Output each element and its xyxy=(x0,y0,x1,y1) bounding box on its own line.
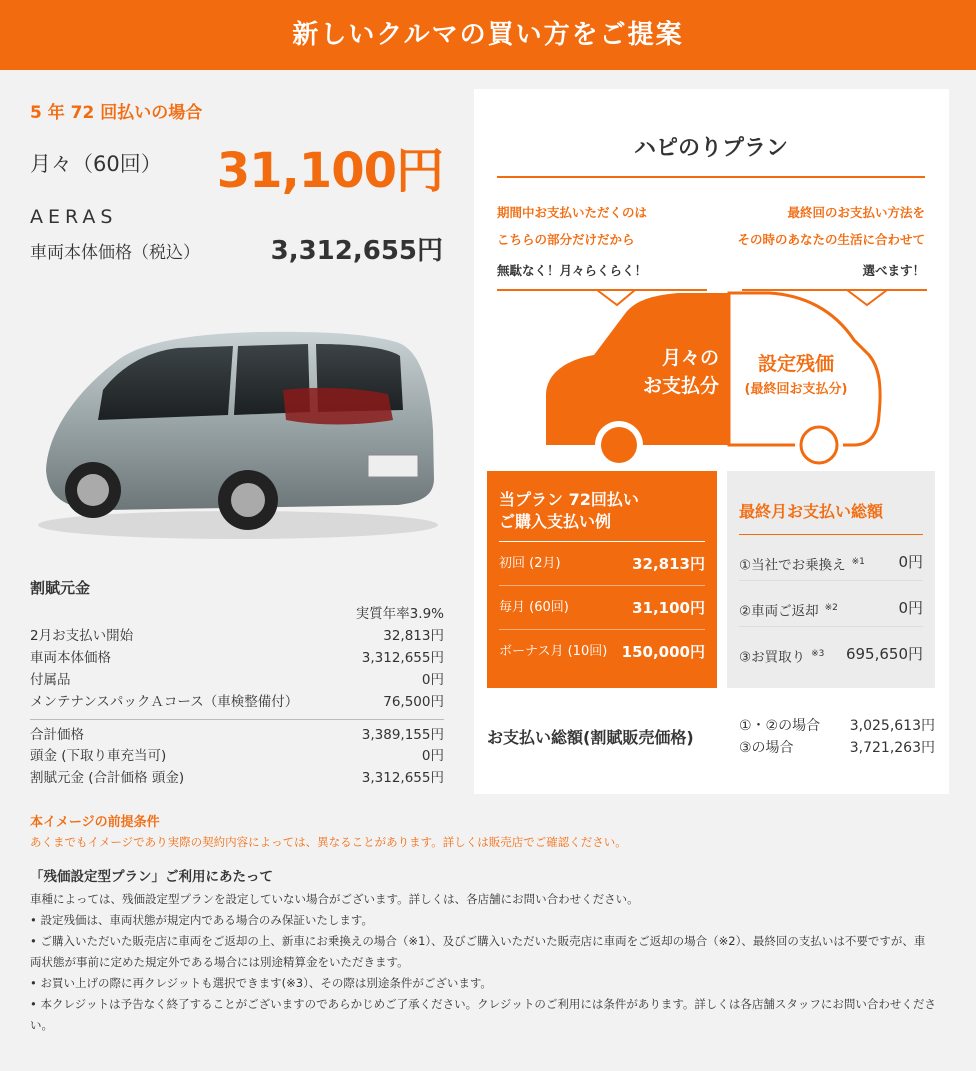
payment-example-row: 初回 (2月) 32,813円 xyxy=(499,542,705,586)
usage-notes: 車種によっては、残価設定型プランを設定していない場合がございます。詳しくは、各店舗にお問い合わせください。 • 設定残価は、車両状態が規定内である場合のみ保証いたします。 • ご購入いただいた販売店に車両をご返却の上、新車にお乗換えの場合（※1）、及びご購入いただいた販売店に車両をご返却の場合（※2）、最終回の支払いは不要ですが、車 両状態が事前に定めた規定外である場合には別途精算金をいただきます。 • お買い上げの際に再クレジットも選択できます(※3）、その際は別途条件がございます。 • 本クレジットは予告なく終了することがございますのであらかじめご了承ください。クレジットのご利用には条件があります。詳しくは各店舗スタッフにお問い合わせくださ い。 xyxy=(30,892,936,1032)
final-payment-row: ①当社でお乗換え $^{※1}$ 0円 xyxy=(739,535,923,581)
total-row: ①・②の場合 3,025,613円 xyxy=(739,718,935,734)
usage-notes-title: 「残価設定型プラン」ご利用にあたって xyxy=(30,869,273,885)
total-values xyxy=(739,715,935,759)
car-left-label: 月々の お支払分 xyxy=(642,347,719,397)
total-label: お支払い総額(割賦販売価格) xyxy=(487,728,694,747)
payment-example-row: ボーナス月 (10回) 150,000円 xyxy=(499,643,705,661)
conditions-title: 本イメージの前提条件 xyxy=(30,815,160,830)
vehicle-price-label: 車両本体価格（税込） xyxy=(30,243,200,263)
car-right-label: 設定残価 (最終回お支払分) xyxy=(744,353,848,397)
finance-row: 2月お支払い開始 32,813円 xyxy=(30,628,444,644)
plan-subtitle: 5 年 72 回払いの場合 xyxy=(30,103,203,123)
annual-rate: 実質年率3.9% xyxy=(355,606,444,622)
final-payment-box xyxy=(727,471,935,688)
finance-table xyxy=(30,603,444,789)
finance-row: 頭金 (下取り車充当可) 0円 xyxy=(30,748,444,764)
model-name: AERAS xyxy=(30,206,118,228)
plan-panel xyxy=(474,89,949,794)
final-payment-title: 最終月お支払い総額 xyxy=(739,499,923,535)
payment-example-title: 当プラン 72回払い ご購入支払い例 xyxy=(499,489,705,542)
final-payment-row: ②車両ご返却 $^{※2}$ 0円 xyxy=(739,581,923,627)
page-header: 新しいクルマの買い方をご提案 xyxy=(0,0,976,70)
final-payment-row: ③お買取り $^{※3}$ 695,650円 xyxy=(739,645,923,666)
car-image xyxy=(28,320,448,545)
bubble-left: 期間中お支払いただくのは こちらの部分だけだから 無駄なく！月々らくらく！ xyxy=(497,205,648,278)
monthly-label: 月々（60回） xyxy=(30,152,162,176)
finance-row: 割賦元金 (合計価格 頭金) 3,312,655円 xyxy=(30,770,444,786)
finance-row: 合計価格 3,389,155円 xyxy=(30,719,444,745)
total-row: ③の場合 3,721,263円 xyxy=(739,740,935,756)
payment-example-box xyxy=(487,471,717,688)
finance-row: 車両本体価格 3,312,655円 xyxy=(30,650,444,666)
bubble-right: 最終回のお支払い方法を その時のあなたの生活に合わせて 選べます！ xyxy=(737,205,925,278)
vehicle-price-value: 3,312,655円 xyxy=(270,236,443,266)
monthly-value: 31,100円 xyxy=(216,143,443,199)
payment-example-row: 毎月 (60回) 31,100円 xyxy=(499,586,705,630)
plan-title: ハピのりプラン xyxy=(497,131,925,178)
finance-row: メンテナンスパックＡコース（車検整備付） 76,500円 xyxy=(30,694,444,710)
conditions-text: あくまでもイメージであり実際の契約内容によっては、異なることがあります。詳しくは販売店でご確認ください。 xyxy=(30,835,627,849)
finance-title: 割賦元金 xyxy=(30,579,91,597)
finance-row: 付属品 0円 xyxy=(30,672,444,688)
